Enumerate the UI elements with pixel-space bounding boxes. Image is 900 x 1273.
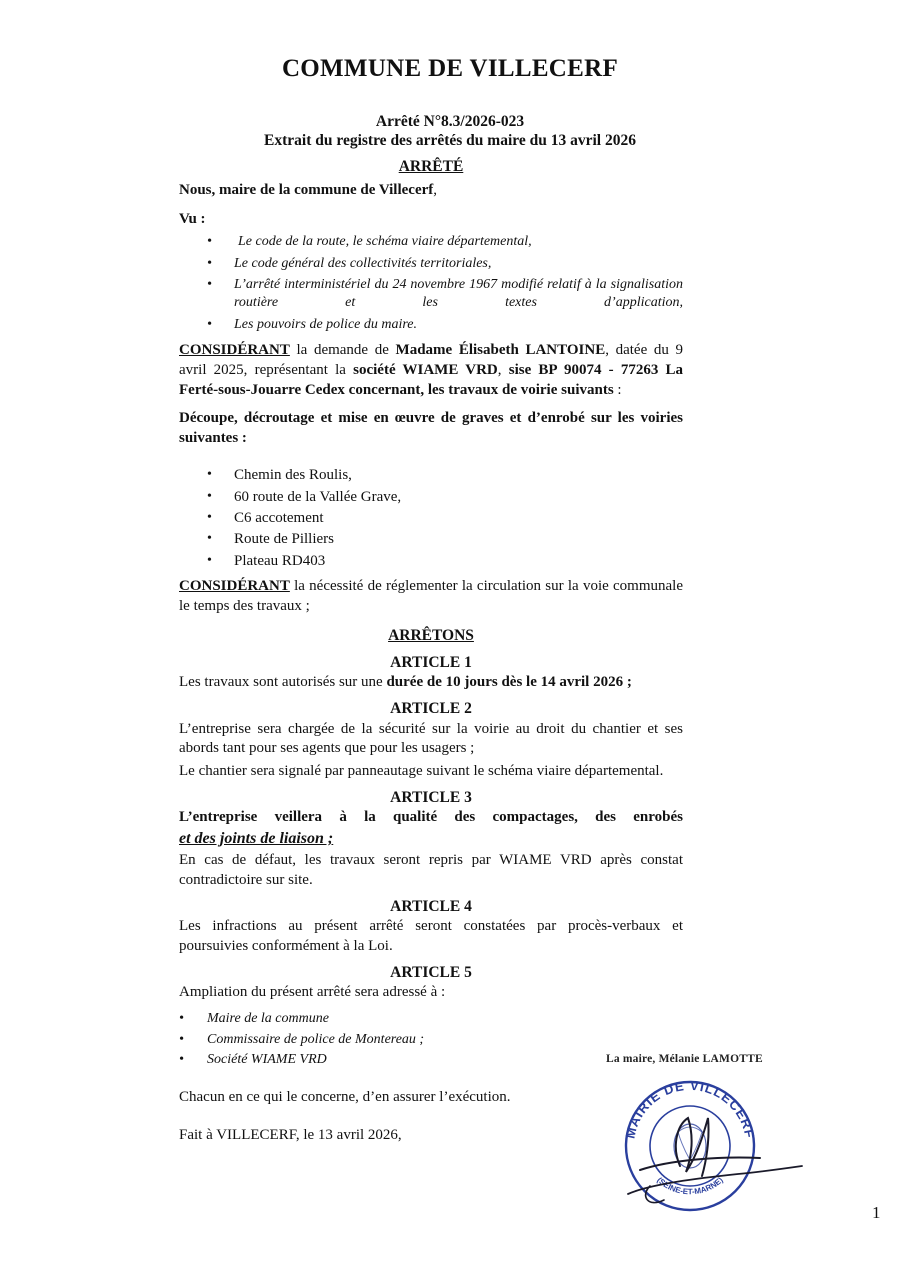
vu-item-text: L’arrêté interministériel du 24 novembre 1967 modifié relatif à la signalisation routière et les textes d’application,: [234, 276, 683, 311]
vu-item: [179, 276, 683, 313]
vu-label: Vu :: [179, 211, 206, 228]
arrete-reference: Arrêté N°8.3/2026-023: [375, 113, 525, 130]
done-line: Fait à VILLECERF, le 13 avril 2026,: [179, 1126, 402, 1143]
recipient-item: • Maire de la commune: [179, 1009, 683, 1029]
article-3-quality-text: L’entreprise veillera à la qualité des compactages, des enrobés: [179, 809, 683, 826]
considerant-regulation: [179, 577, 683, 617]
road-item: • Chemin des Roulis,: [179, 465, 683, 486]
article-2-signage: Le chantier sera signalé par panneautage suivant le schéma viaire départemental.: [179, 763, 664, 780]
considerant-text: la nécessité de réglementer la circulation sur la voie communale le temps des travaux ;: [179, 577, 683, 614]
applicant-name: Madame Élisabeth LANTOINE: [395, 342, 606, 359]
article-3-title: ARTICLE 3: [390, 789, 472, 806]
considerant-text: :: [613, 381, 622, 398]
intro-nous: [179, 181, 683, 201]
road-item: • 60 route de la Vallée Grave,: [179, 487, 683, 508]
arrete-heading: ARRÊTÉ: [398, 158, 464, 175]
signatory-name: La maire, Mélanie LAMOTTE: [606, 1053, 763, 1065]
considerant-text: la demande de: [289, 342, 396, 359]
article-3-defect: En cas de défaut, les travaux seront repris par WIAME VRD après constat contradictoire sur site.: [179, 852, 683, 889]
intro-nous-text: Nous, maire de la commune de Villecerf: [179, 182, 434, 199]
arretons-heading: ARRÊTONS: [388, 627, 474, 645]
vu-item: • Les pouvoirs de police du maire.: [179, 316, 683, 334]
company-address: sise BP 90074 - 77263 La Ferté-sous-Jouarre Cedex concernant, les travaux de voirie suivants: [179, 362, 684, 398]
considerant-label: CONSIDÉRANT: [179, 577, 290, 594]
article-4-title: ARTICLE 4: [390, 897, 472, 915]
company-name: société WIAME VRD: [353, 362, 498, 379]
recipient-item: • Commissaire de police de Montereau ;: [179, 1030, 683, 1050]
vu-item: • Le code général des collectivités territoriales,: [179, 255, 683, 273]
stamp-text: MAIRIE DE VILLECERF: [622, 1077, 758, 1140]
considerant-text: ,: [497, 362, 509, 379]
road-item: • C6 accotement: [179, 508, 683, 529]
article-5-text: Ampliation du présent arrêté sera adressé à :: [179, 984, 446, 1001]
article-2-text: L’entreprise sera chargée de la sécurité sur la voirie au droit du chantier et ses abords tant pour ses agents que pour les usagers ;: [179, 720, 683, 757]
article-3-joints: et des joints de liaison ;: [179, 830, 334, 848]
article-1-title: ARTICLE 1: [390, 653, 472, 671]
works-title: Découpe, décroutage et mise en œuvre de graves et d’enrobé sur les voiries suivantes :: [179, 409, 683, 446]
article-3-quality: [179, 808, 683, 828]
intro-nous-comma: ,: [433, 182, 438, 199]
register-extract: Extrait du registre des arrêtés du maire du 13 avril 2026: [264, 132, 636, 149]
stamp-bottom-text: (SEINE-ET-MARNE): [655, 1175, 725, 1197]
document-body: [179, 157, 683, 1146]
execution-line: Chacun en ce qui le concerne, d’en assurer l’exécution.: [179, 1089, 511, 1106]
recipient-item: • Société WIAME VRD: [179, 1050, 683, 1070]
considerant-request: [179, 341, 683, 400]
road-item: • Plateau RD403: [179, 551, 683, 572]
handwritten-signature: [628, 1118, 802, 1203]
considerant-label: CONSIDÉRANT: [179, 342, 290, 359]
page-number: 1: [872, 1203, 881, 1222]
article-2-title: ARTICLE 2: [390, 700, 472, 718]
vu-list: [179, 233, 683, 334]
road-item: • Route de Pilliers: [179, 529, 683, 550]
article-1-duration: durée de 10 jours dès le 14 avril 2026 ;: [386, 674, 632, 691]
article-1-text-plain: Les travaux sont autorisés sur une: [179, 674, 387, 691]
article-1-text: [179, 673, 683, 693]
article-4-text: Les infractions au présent arrêté seront constatées par procès-verbaux et poursuivies conformément à la Loi.: [179, 918, 683, 955]
mayor-stamp-and-signature: [610, 1074, 820, 1214]
considerant-text: , datée du 9 avril 2025, représentant la: [179, 342, 684, 379]
roads-list: [179, 465, 683, 571]
page-title: COMMUNE DE VILLECERF: [281, 55, 619, 82]
article-5-title: ARTICLE 5: [390, 964, 472, 981]
vu-item: • Le code de la route, le schéma viaire départemental,: [179, 233, 683, 251]
